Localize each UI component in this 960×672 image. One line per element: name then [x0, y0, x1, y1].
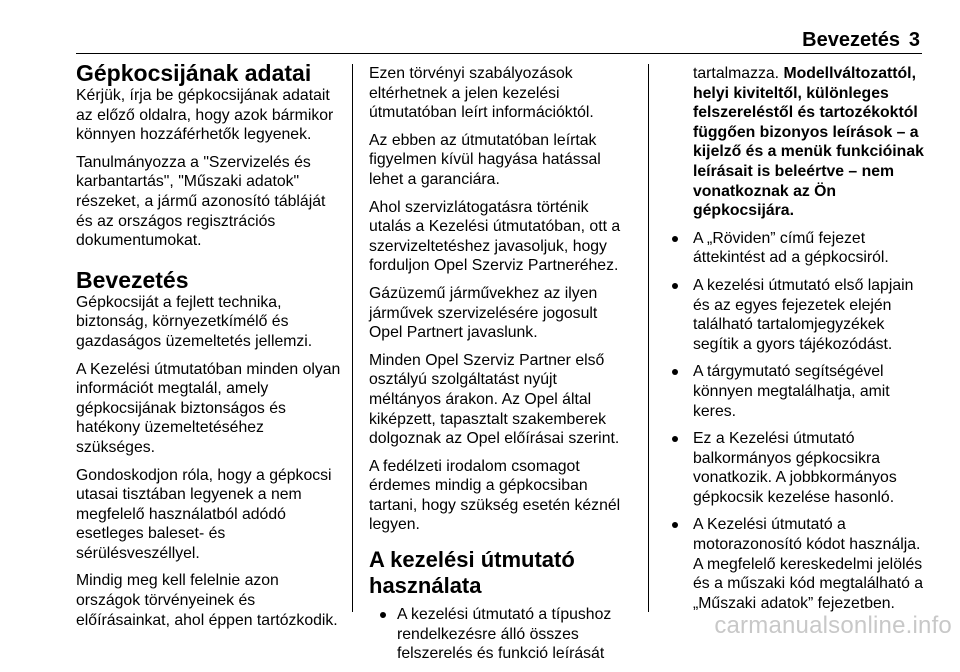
- paragraph: Kérjük, írja be gépkocsijának adatait az előző oldalra, hogy azok bármikor könnyen hozzáférhetők legyenek.: [76, 87, 334, 144]
- bullet-list: [369, 605, 631, 664]
- column-divider-1: [352, 64, 353, 612]
- paragraph: Ezen törvényi szabályozások eltérhetnek a jelen kezelési útmutatóban leírt információktól.: [369, 65, 594, 122]
- bold-note: Modellváltozattól, helyi kiviteltől, különleges felszereléstől és tartozékoktól függően bizonyos leírások – a kijelző és a menük funkcióinak leírásait is beleértve – nem vonatkoznak az Ön gépkocsijára.: [693, 65, 924, 220]
- column-divider-2: [648, 64, 649, 612]
- page-header: [0, 0, 960, 52]
- header-rule: [76, 53, 922, 54]
- list-item-text: A „Röviden” című fejezet áttekintést ad a gépkocsiról.: [693, 229, 889, 267]
- column-1: [76, 60, 342, 638]
- list-item: [667, 429, 929, 507]
- paragraph: Mindig meg kell felelnie azon országok törvényeinek és előírásainkat, ahol éppen tartózkodik.: [76, 572, 338, 629]
- bullet-icon: [672, 369, 678, 375]
- continued-text: tartalmazza.: [693, 65, 784, 82]
- paragraph: Az ebben az útmutatóban leírtak figyelmen kívül hagyása hatással lehet a garanciára.: [369, 131, 601, 188]
- bullet-icon: [380, 612, 386, 618]
- bullet-icon: [672, 283, 678, 289]
- list-item-text: A kezelési útmutató a típushoz rendelkezésre álló összes felszerelés és funkció leírását: [397, 606, 612, 663]
- paragraph: A Kezelési útmutatóban minden olyan információt megtalál, amely gépkocsijának biztonságos és hatékony üzemeltetéséhez szükséges.: [76, 360, 341, 456]
- section-heading-introduction: Bevezetés: [76, 266, 189, 293]
- watermark-text: carmanualsonline.info: [714, 612, 952, 639]
- list-item: [667, 515, 929, 613]
- list-item: [369, 605, 631, 664]
- continued-paragraph: [667, 64, 929, 221]
- bullet-list: [667, 229, 929, 614]
- section-heading-vehicle-data: Gépkocsijának adatai: [76, 60, 312, 86]
- bullet-icon: [672, 236, 678, 242]
- column-2: [369, 64, 631, 672]
- bullet-icon: [672, 522, 678, 528]
- list-item-text: A Kezelési útmutató a motorazonosító kódot használja. A megfelelő kereskedelmi jelölés és a műszaki kód megtalálható a „Műszaki adatok” fejezetben.: [693, 516, 924, 612]
- list-item-text: A tárgymutató segítségével könnyen megtalálhatja, amit keres.: [693, 363, 890, 420]
- section-heading-using-manual: A kezelési útmutató használata: [369, 547, 575, 599]
- bullet-icon: [672, 436, 678, 442]
- paragraph: Ahol szervizlátogatásra történik utalás a Kezelési útmutatóban, ott a szervizeltetéshez javasoljuk, hogy forduljon Opel Szerviz Partneréhez.: [369, 198, 621, 275]
- paragraph: Gépkocsiját a fejlett technika, biztonság, környezetkímélő és gazdaságos üzemeltetés jellemzi.: [76, 293, 313, 350]
- running-header-title: Bevezetés: [802, 29, 900, 51]
- list-item: [667, 362, 929, 421]
- paragraph: Tanulmányozza a "Szervizelés és karbantartás", "Műszaki adatok" részeket, a jármű azonosító tábláját és az országos regisztrációs dokumentumokat.: [76, 153, 326, 250]
- list-item-text: A kezelési útmutató első lapjain és az egyes fejezetek elején található tartalomjegyzékek segítik a gyors tájékozódást.: [693, 276, 914, 353]
- paragraph: A fedélzeti irodalom csomagot érdemes mindig a gépkocsiban tartani, hogy szükség esetén kéznél legyen.: [369, 457, 621, 534]
- paragraph: Minden Opel Szerviz Partner első osztályú szolgáltatást nyújt méltányos árakon. Az Opel által kiképzett, tapasztalt szakemberek dolgoznak az Opel előírásai szerint.: [369, 351, 620, 448]
- paragraph: Gázüzemű járművekhez az ilyen járművek szervizelésére jogosult Opel Partnert javaslunk.: [369, 284, 598, 342]
- list-item: [667, 229, 929, 268]
- page-number: 3: [908, 29, 920, 51]
- column-3: [667, 64, 929, 621]
- list-item: [667, 276, 929, 354]
- paragraph: Gondoskodjon róla, hogy a gépkocsi utasai tisztában legyenek a nem megfelelő használatból adódó esetleges baleset- és sérülésveszéllyel.: [76, 466, 332, 562]
- list-item-text: Ez a Kezelési útmutató balkormányos gépkocsikra vonatkozik. A jobbkormányos gépkocsik kezelése hasonló.: [693, 430, 897, 506]
